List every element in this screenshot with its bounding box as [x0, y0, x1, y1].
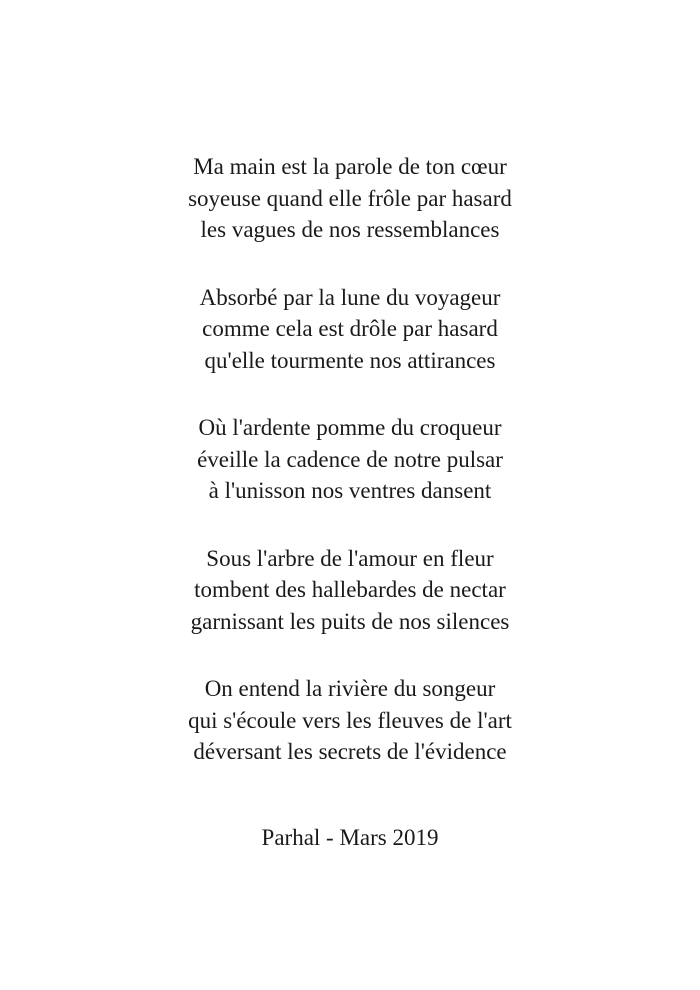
poem-line: comme cela est drôle par hasard [202, 316, 498, 341]
stanza-4 [0, 543, 700, 638]
stanza-3 [0, 412, 700, 507]
stanza-1 [0, 151, 700, 246]
poem-line: Où l'ardente pomme du croqueur [198, 415, 502, 440]
poem-line: tombent des hallebardes de nectar [194, 577, 506, 602]
poem-body [0, 151, 700, 804]
poem-line: qui s'écoule vers les fleuves de l'art [188, 707, 512, 733]
stanza-2 [0, 282, 700, 377]
poem-line: On entend la rivière du songeur [204, 676, 496, 701]
poem-line: Absorbé par la lune du voyageur [199, 284, 501, 310]
poem-line: soyeuse quand elle frôle par hasard [188, 185, 512, 211]
poem-line: garnissant les puits de nos silences [190, 608, 510, 634]
poem-signature: Parhal - Mars 2019 [261, 825, 439, 850]
poem-line: Ma main est la parole de ton cœur [193, 154, 507, 179]
poem-line: Sous l'arbre de l'amour en fleur [206, 545, 494, 571]
stanza-5 [0, 673, 700, 768]
poem-line: qu'elle tourmente nos attirances [204, 347, 496, 373]
poem-line: déversant les secrets de l'évidence [193, 739, 507, 764]
poem-line: les vagues de nos ressemblances [200, 217, 500, 242]
poem-line: éveille la cadence de notre pulsar [197, 446, 503, 472]
poem-line: à l'unisson nos ventres dansent [208, 478, 492, 503]
